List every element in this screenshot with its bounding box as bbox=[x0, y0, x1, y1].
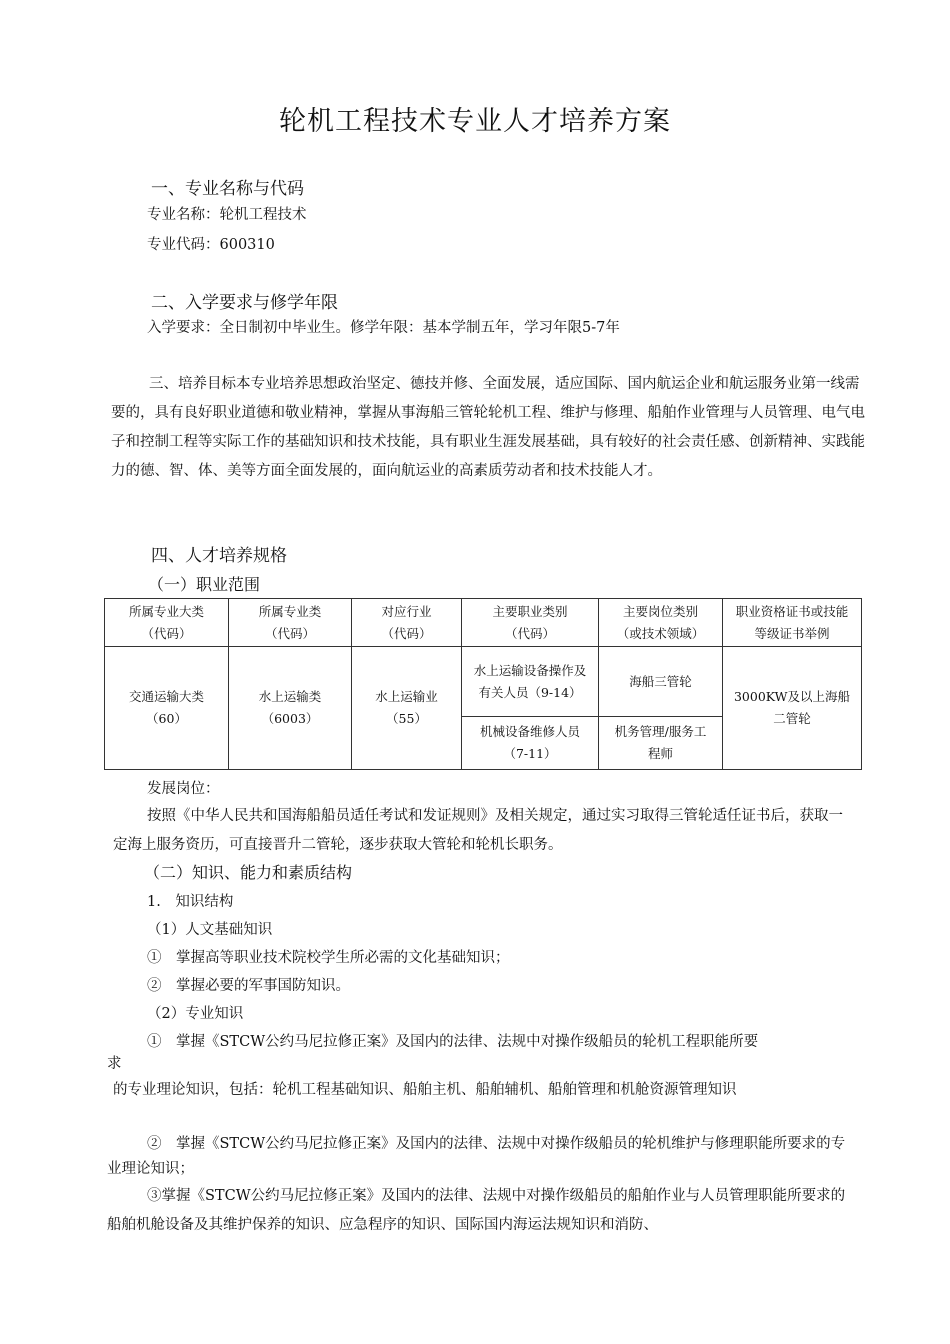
table-header-cell: 所属专业大类 （代码） bbox=[105, 599, 229, 647]
table-header-cell: 对应行业 （代码） bbox=[352, 599, 462, 647]
development-label: 发展岗位： bbox=[147, 781, 220, 797]
section-3-paragraph: 三、培养目标本专业培养思想政治坚定、德技并修、全面发展，适应国际、国内航运企业和航运服务业第一线需要的，具有良好职业道德和敬业精神，掌握从事海船三管轮轮机工程、维护与修理、船舶作业管理与人员管理、电气电子和控制工程等实际工作的基础知识和技术技能，具有职业生涯发展基础，具有较好的社会责任感、创新精神、实践能力的德、智、体、美等方面全面发展的，面向航运业的高素质劳动者和技术技能人才。 bbox=[111, 376, 865, 479]
section-1-heading: 一、专业名称与代码 bbox=[151, 179, 304, 199]
table-header-cell: 职业资格证书或技能 等级证书举例 bbox=[723, 599, 862, 647]
table-row bbox=[105, 647, 862, 717]
document-title: 轮机工程技术专业人才培养方案 bbox=[279, 106, 671, 137]
table-cell: 水上运输类 （6003） bbox=[229, 647, 352, 770]
admission-line: 入学要求：全日制初中毕业生。修学年限：基本学制五年，学习年限5-7年 bbox=[147, 320, 620, 336]
subsection-occupation-scope: （一）职业范围 bbox=[148, 575, 261, 594]
table-header-cell: 所属专业类 （代码） bbox=[229, 599, 352, 647]
table-cell: 3000KW及以上海船 二管轮 bbox=[723, 647, 862, 770]
humanities-item-1: ① 掌握高等职业技术院校学生所必需的文化基础知识； bbox=[147, 950, 510, 966]
humanities-item-2: ② 掌握必要的军事国防知识。 bbox=[147, 978, 350, 994]
knowledge-item-1: 1. 知识结构 bbox=[147, 894, 234, 910]
major-name-line: 专业名称：轮机工程技术 bbox=[147, 207, 307, 223]
table-cell: 海船三管轮 bbox=[599, 647, 723, 717]
table-header-cell: 主要职业类别 （代码） bbox=[462, 599, 599, 647]
professional-item-1-line2: 求 bbox=[107, 1056, 122, 1072]
table-header-row bbox=[105, 599, 862, 647]
development-paragraph: 按照《中华人民共和国海船船员适任考试和发证规则》及相关规定，通过实习取得三管轮适任证书后，获取一定海上服务资历，可直接晋升二管轮，逐步获取大管轮和轮机长职务。 bbox=[113, 808, 843, 853]
professional-item-1-line1: ① 掌握《STCW公约马尼拉修正案》及国内的法律、法规中对操作级船员的轮机工程职能所要 bbox=[147, 1034, 759, 1050]
section-2-heading: 二、入学要求与修学年限 bbox=[151, 293, 338, 313]
occupation-table bbox=[104, 598, 862, 770]
humanities-heading: （1）人文基础知识 bbox=[147, 922, 273, 938]
professional-item-2: ② 掌握《STCW公约马尼拉修正案》及国内的法律、法规中对操作级船员的轮机维护与修理职能所要求的专业理论知识； bbox=[107, 1136, 846, 1177]
major-code-line: 专业代码：600310 bbox=[147, 237, 275, 253]
table-cell: 机械设备维修人员 （7-11） bbox=[462, 717, 599, 770]
table-cell: 水上运输设备操作及 有关人员（9-14） bbox=[462, 647, 599, 717]
table-header-cell: 主要岗位类别 （或技术领域） bbox=[599, 599, 723, 647]
table-cell: 水上运输业 （55） bbox=[352, 647, 462, 770]
table-cell: 交通运输大类 （60） bbox=[105, 647, 229, 770]
professional-item-3: ③掌握《STCW公约马尼拉修正案》及国内的法律、法规中对操作级船员的船舶作业与人员管理职能所要求的船舶机舱设备及其维护保养的知识、应急程序的知识、国际国内海运法规知识和消防、 bbox=[107, 1188, 846, 1233]
section-4-heading: 四、人才培养规格 bbox=[151, 546, 287, 566]
table-cell: 机务管理/服务工 程师 bbox=[599, 717, 723, 770]
professional-item-1-line3: 的专业理论知识，包括：轮机工程基础知识、船舶主机、船舶辅机、船舶管理和机舱资源管理知识 bbox=[113, 1082, 737, 1098]
professional-knowledge-heading: （2）专业知识 bbox=[147, 1006, 244, 1022]
subsection-knowledge-structure: （二）知识、能力和素质结构 bbox=[144, 863, 353, 882]
